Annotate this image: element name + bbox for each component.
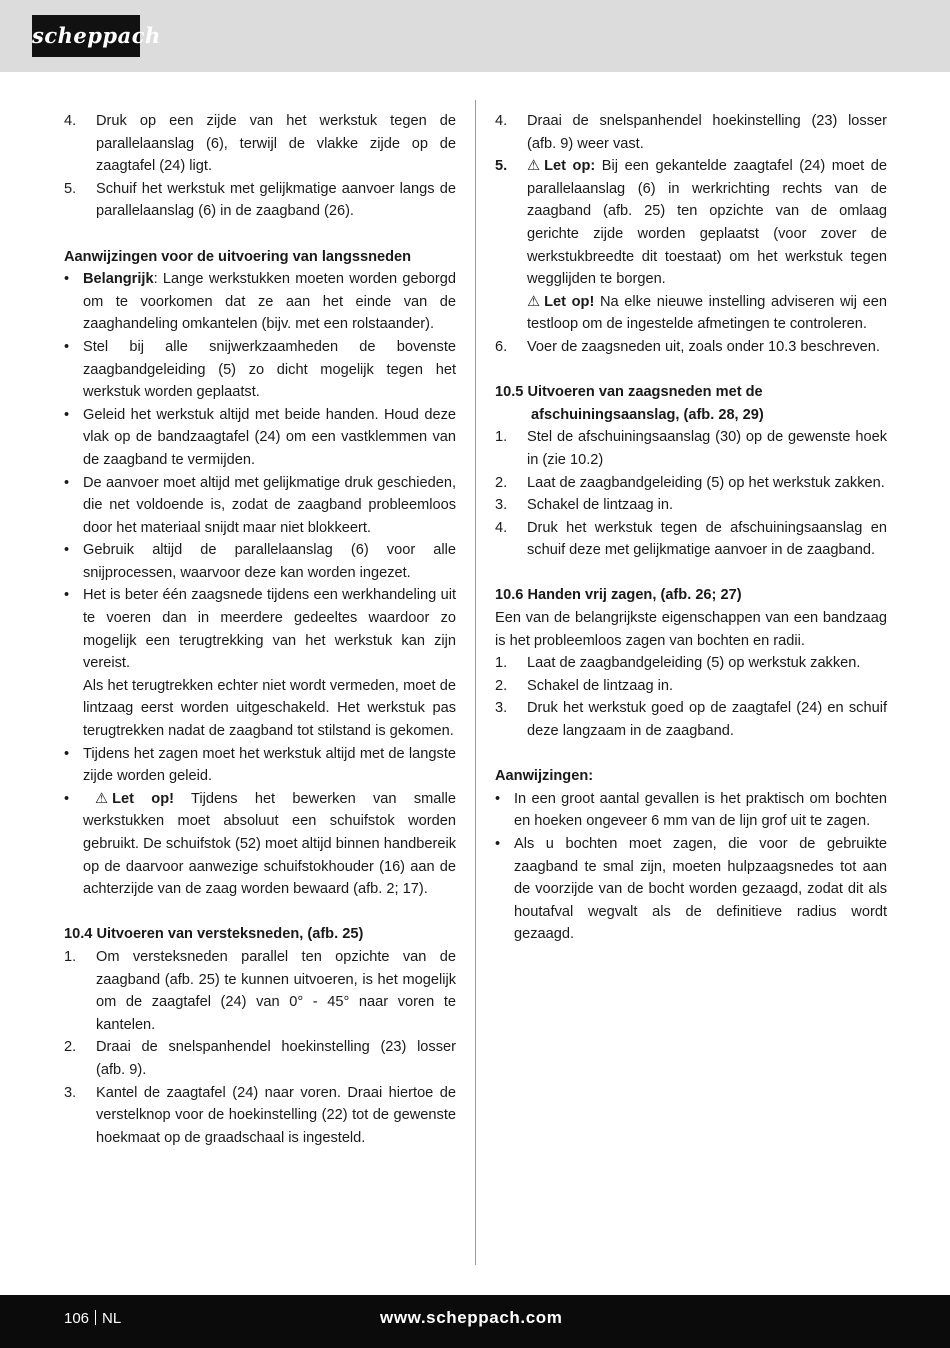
page-number: 106 xyxy=(64,1310,90,1327)
bullet-item: • De aanvoer moet altijd met gelijkmatige druk geschieden, die net voldoende is, zodat de zaagband probleemloos door het materiaal snijdt maar niet blokkeert. xyxy=(64,472,456,540)
left-column xyxy=(64,110,456,1149)
warning-triangle-icon: ⚠ xyxy=(95,790,109,807)
section-heading: 10.5 Uitvoeren van zaagsneden met de afschuiningsaanslag, (afb. 28, 29) xyxy=(495,384,764,423)
list-item: 4. Druk op een zijde van het werkstuk tegen de parallelaanslag (6), terwijl de vlakke zijde op de zaagtafel (24) ligt. xyxy=(64,113,456,175)
bullet-continuation: Als het terugtrekken echter niet wordt vermeden, moet de lintzaag eerst worden uitgeschakeld. Het werkstuk pas terugtrekken nadat de zaagband tot stilstand is gekomen. xyxy=(83,677,456,740)
bullet-dot-icon: • xyxy=(64,406,70,423)
list-item: 2. Draai de snelspanhendel hoekinstelling (23) losser (afb. 9). xyxy=(64,1039,456,1078)
bullet-item: • Belangrijk: Lange werkstukken moeten worden geborgd om te voorkomen dat ze aan het einde van de zaaghandeling omkantelen (bijv. met een rolstaander). xyxy=(64,268,456,336)
bullet-item: • In een groot aantal gevallen is het praktisch om bochten en hoeken ongeveer 6 mm van de lijn grof uit te zagen. xyxy=(495,788,887,833)
list-item: 1. Stel de afschuiningsaanslag (30) op de gewenste hoek in (zie 10.2) xyxy=(495,429,887,468)
page-indicator xyxy=(64,1310,121,1327)
bullet-dot-icon: • xyxy=(64,474,70,491)
column-divider xyxy=(475,100,476,1265)
scheppach-logo: scheppach xyxy=(32,15,140,57)
list-item: 4. Druk het werkstuk tegen de afschuiningsaanslag en schuif deze met gelijkmatige aanvoer in de zaagband. xyxy=(495,519,887,559)
section-heading: 10.4 Uitvoeren van versteksneden, (afb. 25) xyxy=(64,926,364,943)
bullet-item: • Het is beter één zaagsnede tijdens een werkhandeling uit te voeren dan in meerdere gedeeltes waardoor zo mogelijk een terugtrekking van het werkstuk kan zijn vereist. xyxy=(64,584,456,674)
bullet-dot-icon: • xyxy=(495,836,501,852)
warning-triangle-icon: ⚠ xyxy=(527,158,541,175)
bullet-item: • Geleid het werkstuk altijd met beide handen. Houd deze vlak op de bandzaagtafel (24) om een vastklemmen van de zaagband te vermijden. xyxy=(64,404,456,472)
bullet-item: • Tijdens het zagen moet het werkstuk altijd met de langste zijde worden geleid. xyxy=(64,743,456,788)
section-heading: 10.6 Handen vrij zagen, (afb. 26; 27) xyxy=(495,587,742,604)
list-item: 2. Laat de zaagbandgeleiding (5) op het werkstuk zakken. xyxy=(495,474,885,491)
bullet-item: • Als u bochten moet zagen, die voor de gebruikte zaagband te smal zijn, moeten hulpzaagsnedes tot aan de voorzijde van de bocht worden gezaagd, zodat dit als houtafval wegvalt als de definitieve radius wordt gezaagd. xyxy=(495,833,887,946)
bullet-dot-icon: • xyxy=(64,542,70,559)
section-heading: Aanwijzingen: xyxy=(495,768,594,785)
list-item: 4. Draai de snelspanhendel hoekinstelling (23) losser (afb. 9) weer vast. xyxy=(495,113,887,152)
list-item: 3. Druk het werkstuk goed op de zaagtafel (24) en schuif deze langzaam in de zaagband. xyxy=(495,700,887,740)
language-code: NL xyxy=(102,1310,122,1327)
list-item: 3. Schakel de lintzaag in. xyxy=(495,497,674,514)
bullet-item-warning: • ⚠ Let op! Tijdens het bewerken van smalle werkstukken moet absoluut een schuifstok worden gebruikt. De schuifstok (52) moet altijd binnen handbereik op de daarvoor aanwezige schuifstokhouder (16) aan de achterzijde van de zaag worden bewaard (afb. 2; 17). xyxy=(64,788,456,901)
bullet-item: • Stel bij alle snijwerkzaamheden de bovenste zaagbandgeleiding (5) zo dicht mogelijk tegen het werkstuk worden geplaatst. xyxy=(64,336,456,404)
bullet-dot-icon: • xyxy=(495,790,501,807)
list-item: 1. Om versteksneden parallel ten opzichte van de zaagband (afb. 25) te kunnen uitvoeren, is het mogelijk om de zaagtafel (24) van 0° - 45° naar voren te kantelen. xyxy=(64,948,456,1033)
list-item: 1. Laat de zaagbandgeleiding (5) op werkstuk zakken. xyxy=(495,655,861,672)
list-item: 2. Schakel de lintzaag in. xyxy=(495,677,674,694)
footer-separator xyxy=(95,1310,96,1325)
intro-paragraph: Een van de belangrijkste eigenschappen van een bandzaag is het probleemloos zagen van bochten en radii. xyxy=(495,610,887,649)
list-item-warning: 5. ⚠ Let op: Bij een gekantelde zaagtafel (24) moet de parallelaanslag (6) in werkrichting rechts van de zaagband (afb. 25) ten opzichte van de omlaag gerichte zijde worden geplaatst (voor zover de werkstukbreedte dit toestaat) om het werkstuk tegen wegglijden te borgen. xyxy=(495,155,887,291)
warning-triangle-icon: ⚠ xyxy=(527,293,541,310)
header-band xyxy=(0,0,950,72)
bullet-dot-icon: • xyxy=(64,790,70,807)
warning-note: ⚠ Let op! Na elke nieuwe instelling adviseren wij een testloop om de ingestelde afmetingen te controleren. xyxy=(495,291,887,336)
section-heading: Aanwijzingen voor de uitvoering van langssneden xyxy=(64,248,412,265)
website-link[interactable]: www.scheppach.com xyxy=(380,1308,563,1327)
bullet-item: • Gebruik altijd de parallelaanslag (6) voor alle snijprocessen, waarvoor deze kan worden ingezet. xyxy=(64,539,456,584)
right-column xyxy=(495,110,887,946)
bullet-dot-icon: • xyxy=(64,587,70,604)
list-item: 3. Kantel de zaagtafel (24) naar voren. Draai hiertoe de verstelknop voor de hoekinstelling (22) tot de gewenste hoekmaat op de graadschaal is ingesteld. xyxy=(64,1084,456,1146)
list-item: 5. Schuif het werkstuk met gelijkmatige aanvoer langs de parallelaanslag (6) in de zaagband (26). xyxy=(64,180,456,220)
bullet-dot-icon: • xyxy=(64,271,70,288)
footer-bar xyxy=(0,1295,950,1348)
list-item: 6. Voer de zaagsneden uit, zoals onder 10.3 beschreven. xyxy=(495,338,880,355)
bullet-dot-icon: • xyxy=(64,338,70,355)
bullet-dot-icon: • xyxy=(64,745,70,762)
